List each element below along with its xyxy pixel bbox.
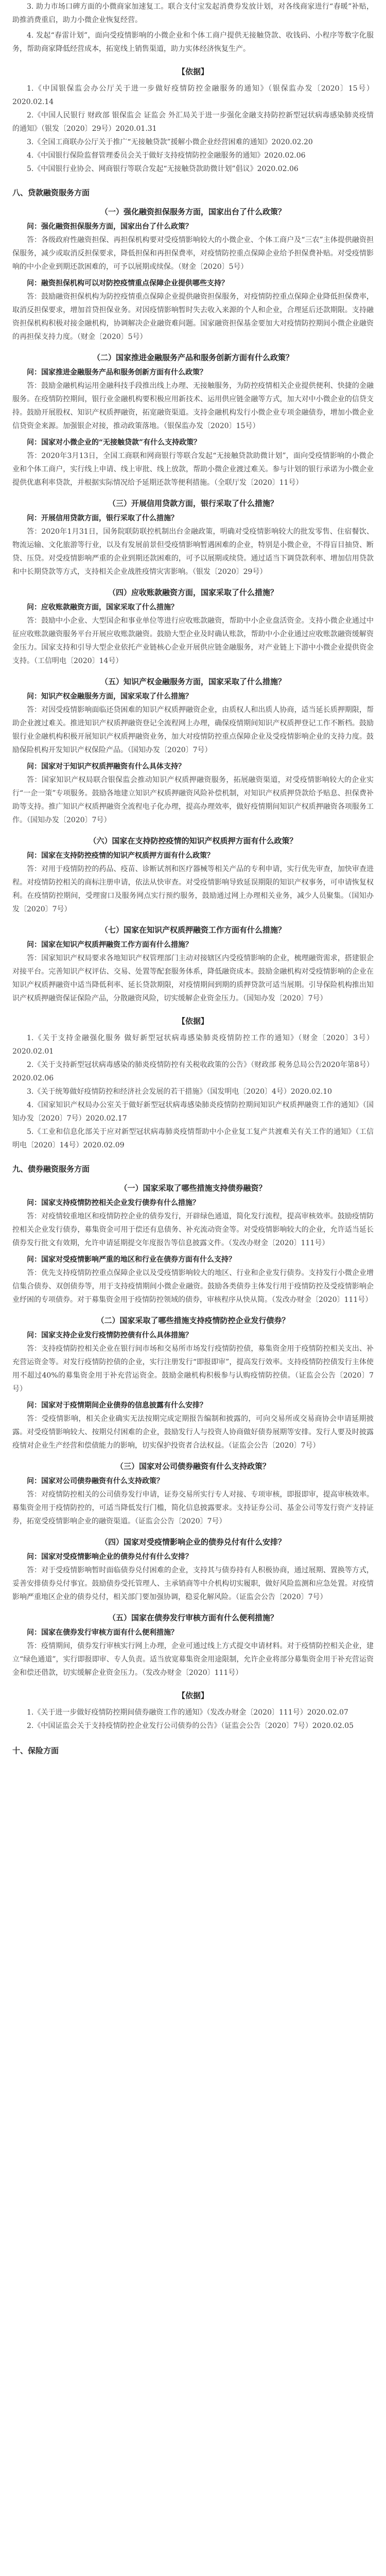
question: 问：国家对受疫情影响严重的地区和行业在债券方面有什么支持？ xyxy=(27,1256,236,1264)
intro-paragraph-3: 3. 助力市场口碑方面的小微商家加速复工。联合支付宝发起消费券发放计划，对各线商家进行“春暖”补贴，助推消费重启，助力小微企业恢复经营。 xyxy=(12,3,374,24)
answer: 答：受疫情影响，相关企业确实无法按期完成定期报告编制和披露的，可向交易所或交易商协会申请延期披露。对受疫情影响较大、按期兑付困难的企业，鼓励发行人与投资人协商做好债券展期等安排。发行人要及时披露疫情对企业生产经营和偿债能力的影响，切实保护投资者合法权益。（证监会公告〔2020〕7号） xyxy=(12,1415,374,1450)
policy-basis-item: 5.《中国银行业协会、网商银行等联合发起“无接触贷款助微计划”倡议》2020.02.06 xyxy=(27,165,299,173)
policy-basis-item: 2.《关于支持新型冠状病毒感染的肺炎疫情防控有关税收政策的公告》（财政部 税务总局公告2020年第8号）2020.02.06 xyxy=(12,1061,374,1082)
policy-basis-item: 2.《中国证监会关于支持疫情防控企业发行公司债券的公告》（证监会公告〔2020〕7号）2020.02.05 xyxy=(27,1722,354,1730)
policy-basis-item: 1.《关于进一步做好疫情防控期间债券融资工作的通知》（发改办财金〔2020〕111号）2020.02.07 xyxy=(27,1708,348,1717)
policy-basis-item: 1.《关于支持金融强化服务 做好新型冠状病毒感染肺炎疫情防控工作的通知》（财金〔2020〕3号）2020.02.01 xyxy=(12,1034,374,1056)
question: 问：知识产权金融服务方面，国家采取了什么措施？ xyxy=(27,692,192,701)
policy-basis-item: 4.《中国银行保险监督管理委员会关于做好支持疫情防控金融服务的通知》2020.02.06 xyxy=(27,151,306,160)
subsection-heading: （三）国家对公司债券融资有什么支持政策？ xyxy=(115,1462,270,1471)
subsection-heading: （七）国家在知识产权质押融资工作方面有什么措施？ xyxy=(100,925,286,935)
answer: 答：国家知识产权局联合银保监会推动知识产权质押融资服务，拓展融资渠道，对受疫情影响较大的企业实行“一企一策”专项服务。鼓励各地建立知识产权质押融资风险补偿机制，对知识产权质押贷款给予贴息、担保费补助等支持。推广知识产权质押融资全流程电子化办理，提高办理效率，做好疫情期间知识产权质押融资各项服务工作。（国知办发〔2020〕7号） xyxy=(12,776,374,824)
subsection-heading: （四）应收账款融资方面，国家采取了什么措施？ xyxy=(108,588,278,597)
policy-basis-list xyxy=(12,82,374,176)
question: 问：国家对小微企业的“无接触贷款”有什么支持政策？ xyxy=(27,438,201,447)
subsection-heading: （三）开展信用贷款方面，银行采取了什么措施？ xyxy=(108,499,278,508)
policy-basis-heading: 【依据】 xyxy=(177,1691,208,1700)
answer: 答：鼓励融资担保机构为防控疫情重点保障企业提供融资担保服务，对疫情防控重点保障企业降低担保费率，取消反担保要求，增加首贷担保业务。对因疫情影响暂时失去收入来源的个人和企业，合理延后还款期限。支持融资担保机构积极对接金融机构，协调解决企业融资难问题。国家融资担保基金要加大对疫情防控期间小微企业融资的再担保支持力度。（财金〔2020〕5号） xyxy=(12,293,374,341)
question: 问：国家对于知识产权质押融资有什么具体支持？ xyxy=(27,762,185,771)
question: 问：国家对受疫情影响企业的债券兑付有什么安排？ xyxy=(27,1553,192,1561)
subsection-heading: （六）国家在支持防控疫情的知识产权质押方面有什么政策？ xyxy=(89,836,297,845)
next-section-heading: 十、保险方面 xyxy=(12,1746,59,1755)
question: 问：国家在知识产权质押融资工作方面有什么措施？ xyxy=(27,941,192,949)
answer: 答：各级政府性融资担保、再担保机构要对受疫情影响较大的小微企业、个体工商户及“三农”主体提供融资担保服务，减少或取消反担保要求，降低担保和再担保费率，对疫情防控重点保障企业给予担保费补贴。对受疫情影响的中小企业到期还款困难的，可予以展期或续保。（财金〔2020〕5号） xyxy=(12,236,374,271)
question: 问：国家对公司债券融资有什么支持政策？ xyxy=(27,1477,164,1485)
answer: 答：对用于疫情防控的药品、疫苗、诊断试剂和医疗器械等相关产品的专利申请，实行优先审查，加快审查进程。对疫情防控相关的商标注册申请，依法从快审查。对受疫情影响导致延误期限的知识产权事务，可申请恢复权利。在疫情防控期间，受理窗口及服务网点实行预约服务，鼓励通过网上办理相关业务，减少人员聚集。（国知办发〔2020〕7号） xyxy=(12,865,374,913)
question: 问：国家在债券发行审核方面有什么便利措施？ xyxy=(27,1629,178,1637)
question: 问：国家支持企业发行疫情防控债有什么具体措施？ xyxy=(27,1331,192,1340)
intro xyxy=(12,0,374,56)
policy-basis-list xyxy=(12,1031,374,1152)
policy-basis-item: 3.《全国工商联办公厅关于推广“无接触贷款”援解小微企业经营困难的通知》2020.02.20 xyxy=(27,138,313,146)
answer: 答：支持疫情防控相关企业在银行间市场和交易所市场发行疫情防控债，募集资金用于疫情防控相关支出、补充营运资金等。对发行疫情防控债的企业，实行注册发行“即报即审”，提高发行效率。支持疫情防控债发行主体使用不超过40%的募集资金用于补充营运资金。鼓励金融机构积极参与认购疫情防控债。（证监会公告〔2020〕7号） xyxy=(12,1345,374,1393)
subsection-heading: （四）国家对受疫情影响企业的债券兑付有什么安排？ xyxy=(100,1537,286,1547)
intro-paragraph-4: 4. 发起“春雷计划”，面向受疫情影响的小微企业和个体工商户提供无接触贷款、收钱码、小程序等数字化服务，帮助商家降低经营成本，拓宽线上销售渠道，助力实体经济恢复生产。 xyxy=(12,31,374,53)
subsection-heading: （一）国家采取了哪些措施支持债券融资？ xyxy=(119,1183,267,1193)
answer: 答：对疫情防控相关的公司债券发行申请，证券交易所实行专人对接、专项审核，即报即审，提高审核效率。募集资金用于疫情防控的，可适当降低发行门槛，简化信息披露要求。支持证券公司、基金公司等发行资产支持证券，拓宽受疫情影响企业的融资渠道。（证监会公告〔2020〕7号） xyxy=(12,1490,374,1526)
question: 问：强化融资担保服务方面，国家出台了什么政策？ xyxy=(27,223,192,231)
answer: 答：对疫情较重地区和疫情防控企业的债券发行，开辟绿色通道，简化发行流程，提高审核效率。鼓励疫情防控相关企业发行债券，募集资金可用于偿还有息债务、补充流动资金等。对受疫情影响较大的企业，允许适当延长债券发行批文有效期，允许申请延期提交年度报告等信息披露文件。（发改办财金〔2020〕111号） xyxy=(12,1212,374,1247)
policy-basis-item: 2.《中国人民银行 财政部 银保监会 证监会 外汇局关于进一步强化金融支持防控新型冠状病毒感染肺炎疫情的通知》（银发〔2020〕29号）2020.01.31 xyxy=(12,111,374,133)
question: 问：国家推进金融服务产品和服务创新方面有什么政策？ xyxy=(27,368,207,377)
subsection-heading: （一）强化融资担保服务方面，国家出台了什么政策？ xyxy=(100,207,286,216)
question: 问：国家对于疫情期间企业债券的信息披露有什么安排？ xyxy=(27,1401,207,1410)
question: 问：开展信用贷款方面，银行采取了什么措施？ xyxy=(27,514,178,522)
section-heading: 九、债券融资服务方面 xyxy=(12,1164,90,1174)
policy-basis-heading: 【依据】 xyxy=(177,1016,208,1026)
answer: 答：2020年1月31日，国务院联防联控机制出台金融政策，明确对受疫情影响较大的批发零售、住宿餐饮、物流运输、文化旅游等行业，以及有发展前景但受疫情影响暂遇困难的企业，特别是小微企业，不得盲目抽贷、断贷、压贷。对受疫情影响严重的企业到期还款困难的，可予以展期或续贷。通过适当下调贷款利率、增加信用贷款和中长期贷款等方式，支持相关企业战胜疫情灾害影响。（银发〔2020〕29号） xyxy=(12,528,374,576)
answer: 答：优先支持疫情防控重点保障企业以及受疫情影响较大的地区、行业和企业发行债券。支持发行小微企业增信集合债券、双创债券等，用于支持疫情期间小微企业融资。鼓励各类债券主体发行用于疫情防控及受疫情影响企业纾困的专项债券。对于募集资金用于疫情防控领域的债券，审核程序从快从简。（发改办财金〔2020〕111号） xyxy=(12,1269,374,1304)
policy-basis-item: 5.《工业和信息化部关于应对新型冠状病毒肺炎疫情帮助中小企业复工复产共渡难关有关工作的通知》（工信明电〔2020〕14号）2020.02.09 xyxy=(12,1128,374,1149)
question: 问：国家支持疫情防控相关企业发行债券有什么措施？ xyxy=(27,1199,200,1207)
policy-basis-heading: 【依据】 xyxy=(177,67,208,76)
policy-basis-list xyxy=(12,1706,374,1733)
subsection-heading: （五）国家在债券发行审核方面有什么便利措施？ xyxy=(108,1613,278,1622)
answer: 答：疫情期间，债券发行审核实行网上办理，企业可通过线上方式提交申请材料。对于疫情防控相关企业，建立“绿色通道”，实行即报即审、专人负责。适当放宽募集资金用途限制，允许企业将部分募集资金用于补充营运资金和偿还借款，切实缓解企业资金压力。（发改办财金〔2020〕111号） xyxy=(12,1642,374,1677)
section-loan-financing xyxy=(12,66,374,1152)
question: 问：融资担保机构可以对防控疫情重点保障企业提供哪些支持？ xyxy=(27,279,229,287)
policy-basis-item: 3.《关于统筹做好疫情防控和经济社会发展的若干措施》（国发明电〔2020〕4号）2020.02.10 xyxy=(27,1088,332,1096)
policy-basis-item: 1.《中国银保监会办公厅关于进一步做好疫情防控金融服务的通知》（银保监办发〔2020〕15号）2020.02.14 xyxy=(12,84,374,106)
section-heading: 八、贷款融资服务方面 xyxy=(12,188,90,197)
section-bond-financing xyxy=(12,1163,374,1733)
question: 问：应收账款融资方面，国家采取了什么措施？ xyxy=(27,603,178,612)
question: 问：国家在支持防控疫情的知识产权质押方面有什么政策？ xyxy=(27,852,214,860)
answer: 答：国家知识产权局要求各地知识产权管理部门主动对接辖区内受疫情影响的企业，梳理融资需求，搭建银企对接平台。完善知识产权评估、交易、处置等配套服务体系，降低融资成本。鼓励金融机构对受疫情影响的企业在知识产权质押融资中适当降低利率、延长贷款期限，对疫情期间到期的质押贷款可适当展期。引导保险机构推出知识产权质押融资保证保险产品，分散融资风险，切实缓解企业资金压力。（国知办发〔2020〕7号） xyxy=(12,954,374,1003)
answer: 答：2020年3月13日，全国工商联和网商银行等联合发起“无接触贷款助微计划”，面向受疫情影响的小微企业和个体工商户，实行线上申请、线上审批、线上放款，帮助小微企业渡过难关。参与计划的银行承诺为小微企业提供优惠利率贷款，并根据实际情况给予延期还款等便利措施。（全联厅发〔2020〕11号） xyxy=(12,452,374,487)
subsection-heading: （二）国家采取了哪些措施支持疫情防控企业发行债券？ xyxy=(96,1316,290,1325)
answer: 答：鼓励金融机构运用金融科技手段推出线上办理、无接触服务，为防控疫情相关企业提供便利、快捷的金融服务。在疫情防控期间，银行业金融机构要积极应用新技术、运用供应链金融等方式，加大对中小微企业的信贷支持。鼓励开展股权、知识产权质押融资，拓宽融资渠道。支持金融机构发行小微企业专项金融债券，增加小微企业信贷资金来源。加强银企对接，推动政策落地。（银保监办发〔2020〕15号） xyxy=(12,382,374,430)
subsection-heading: （二）国家推进金融服务产品和服务创新方面有什么政策？ xyxy=(92,353,293,362)
policy-basis-item: 4.《国家知识产权局办公室关于做好新型冠状病毒感染肺炎疫情防控期间知识产权质押融资工作的通知》（国知办发〔2020〕7号）2020.02.17 xyxy=(12,1101,374,1123)
answer: 答：鼓励中小企业、大型国企和事业单位等进行应收账款融资，帮助中小企业盘活资金。支持小微企业通过中征应收账款融资服务平台开展应收账款融资。鼓励大型企业及时确认账款，帮助中小企业通过应收账款融资缓解资金压力。国家支持和引导大型企业依托产业链核心企业开展供应链金融服务，对产业链上下游中小微企业提供资金支持。（工信明电〔2020〕14号） xyxy=(12,617,374,665)
answer: 答：对于受疫情影响暂时面临债券兑付困难的企业，支持其与债券持有人积极协商，通过展期、置换等方式，妥善安排债券兑付事宜。鼓励债券受托管理人、主承销商等中介机构切实履职，做好风险监测和应急处置。对疫情影响严重地区企业的债券兑付，相关部门要加强协调，稳妥化解风险。（证监会公告〔2020〕7号） xyxy=(12,1566,374,1601)
answer: 答：对因受疫情影响面临还贷困难的知识产权质押融资企业，由质权人和出质人协商，适当延长质押期限，帮助企业渡过难关。推进知识产权质押融资登记全流程网上办理，确保疫情期间知识产权质押登记工作不断档。鼓励银行业金融机构积极开展知识产权质押融资业务，加大对疫情防控重点保障企业及受疫情影响企业的支持力度。鼓励保险机构开发知识产权保险产品。（国知办发〔2020〕7号） xyxy=(12,706,374,754)
subsection-heading: （五）知识产权金融服务方面，国家采取了什么措施？ xyxy=(100,677,286,686)
